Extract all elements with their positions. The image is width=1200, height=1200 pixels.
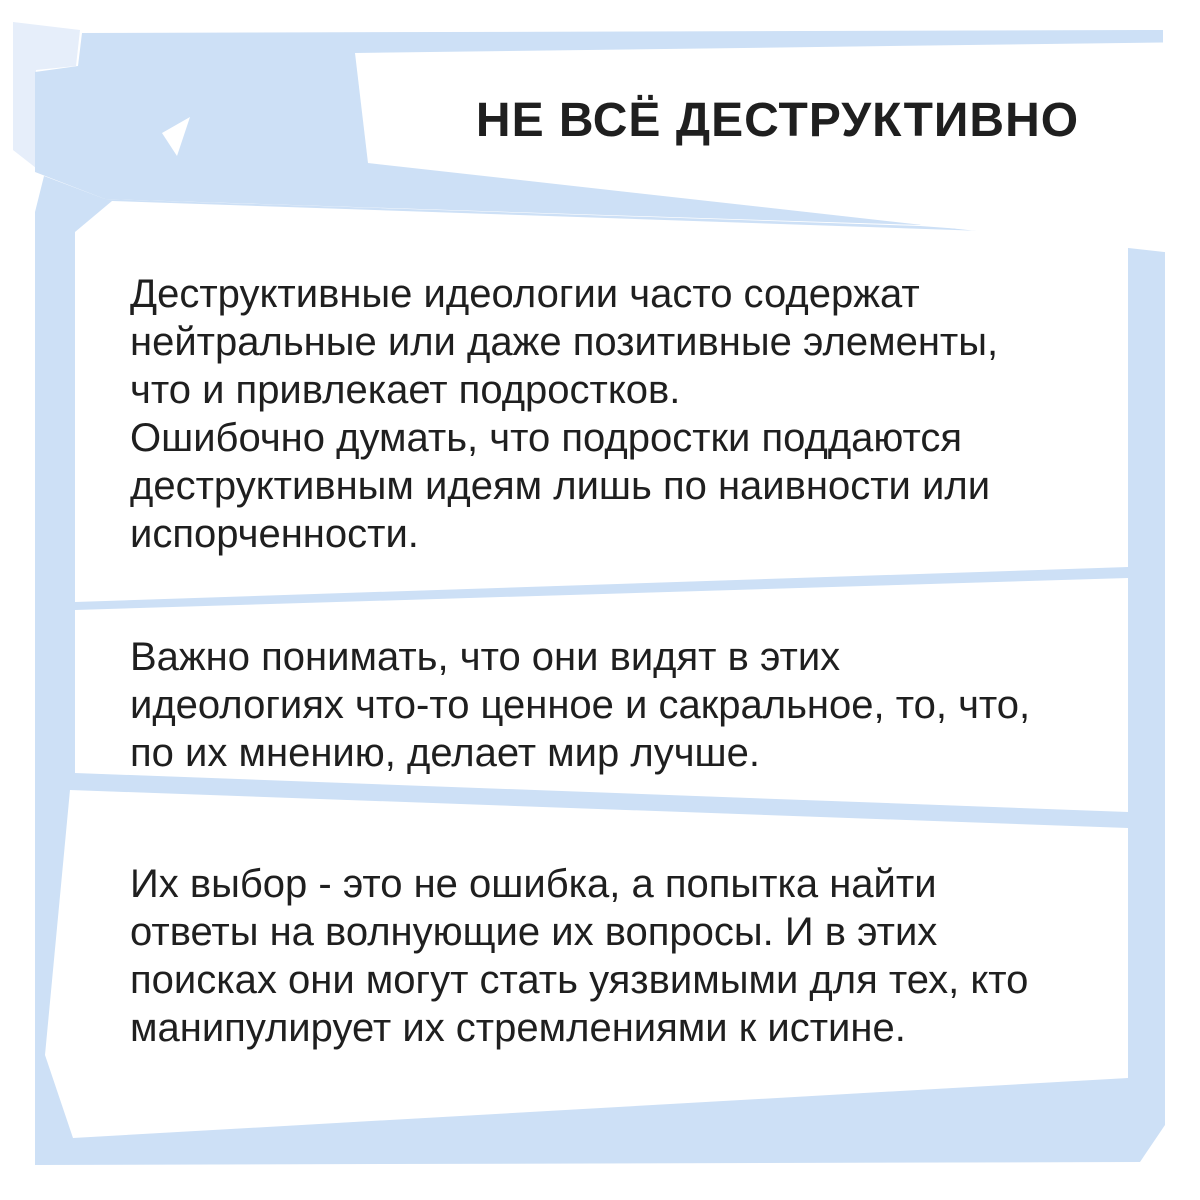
text-line: испорченности. — [130, 512, 419, 556]
text-line: нейтральные или даже позитивные элементы, — [130, 320, 999, 364]
page-title: НЕ ВСЁ ДЕСТРУКТИВНО — [475, 94, 1080, 147]
text-line: Ошибочно думать, что подростки поддаются — [130, 416, 963, 460]
text-block-3 — [130, 860, 1028, 1052]
text-block-1 — [130, 270, 998, 558]
text-block-2 — [130, 633, 1030, 777]
text-line: манипулирует их стремлениями к истине. — [130, 1006, 906, 1050]
text-line: деструктивным идеям лишь по наивности или — [130, 464, 991, 508]
text-line: Важно понимать, что они видят в этих — [130, 635, 841, 679]
text-line: поисках они могут стать уязвимыми для тех, кто — [130, 958, 1029, 1002]
text-line: идеологиях что-то ценное и сакральное, то, что, — [130, 683, 1031, 727]
text-line: что и привлекает подростков. — [130, 368, 681, 412]
text-line: Деструктивные идеологии часто содержат — [130, 272, 920, 316]
text-line: Их выбор - это не ошибка, а попытка найти — [130, 862, 937, 906]
text-line: по их мнению, делает мир лучше. — [130, 731, 760, 775]
text-line: ответы на волнующие их вопросы. И в этих — [130, 910, 938, 954]
